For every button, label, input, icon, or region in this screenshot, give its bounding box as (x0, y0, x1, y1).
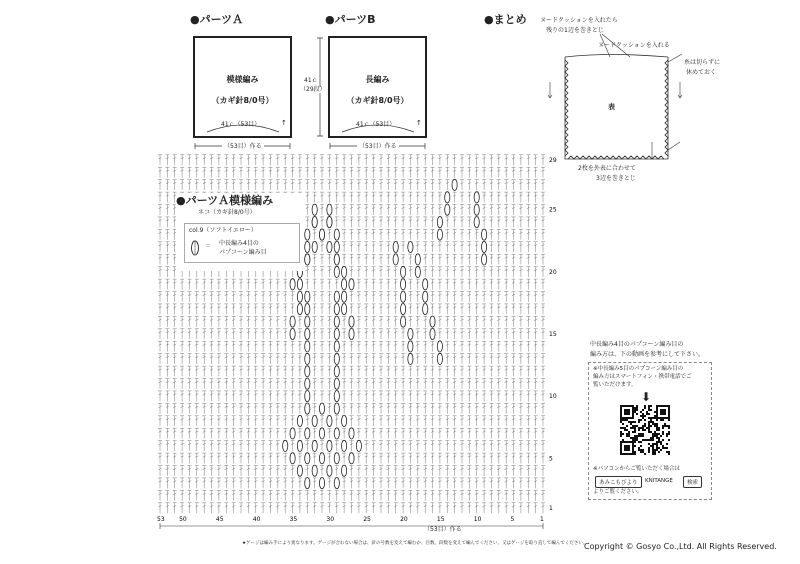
popcorn-stitch (393, 254, 398, 265)
popcorn-stitch (297, 465, 302, 476)
chart-row-label: 29 (549, 157, 557, 164)
popcorn-stitch (342, 415, 347, 426)
popcorn-stitch (334, 266, 339, 277)
popcorn-stitch (334, 254, 339, 265)
popcorn-stitch (334, 328, 339, 339)
part-a-heading: ●パーツＡ (190, 13, 244, 26)
part-a-hook: （カギ針8/0号） (211, 96, 274, 105)
popcorn-stitch (305, 229, 310, 240)
part-b-up-arrow: ↑ (416, 119, 422, 127)
video-note-2: 編み方はスマートフォン・携帯電話でご (593, 374, 692, 380)
popcorn-stitch (290, 316, 295, 327)
popcorn-stitch (430, 328, 435, 339)
popcorn-stitch (305, 316, 310, 327)
popcorn-stitch (401, 279, 406, 290)
popcorn-stitch (312, 465, 317, 476)
chart-row-label: 15 (549, 331, 557, 338)
popcorn-stitch (334, 304, 339, 315)
assembly-note-1a: ヌードクッションを入れたら (540, 17, 618, 24)
popcorn-stitch (445, 192, 450, 203)
part-b-pattern: 長編み (365, 75, 390, 84)
legend-eq: ＝ (205, 243, 212, 250)
popcorn-stitch (290, 428, 295, 439)
popcorn-stitch (334, 316, 339, 327)
popcorn-stitch (408, 328, 413, 339)
chart-legend (176, 193, 304, 271)
search-term-2: KNITANGE (645, 478, 673, 484)
popcorn-stitch (319, 403, 324, 414)
popcorn-stitch (408, 341, 413, 352)
popcorn-stitch (297, 415, 302, 426)
popcorn-stitch (474, 204, 479, 215)
popcorn-stitch (290, 279, 295, 290)
assembly-heading: ●まとめ (484, 13, 527, 26)
popcorn-stitch-icon (190, 239, 200, 257)
chart-row-label: 5 (549, 455, 553, 463)
popcorn-stitch (342, 465, 347, 476)
chart-col-label: 15 (436, 516, 445, 523)
popcorn-stitch (415, 254, 420, 265)
video-note-3: 覧いただけます。 (593, 382, 637, 388)
popcorn-stitch (297, 279, 302, 290)
popcorn-stitch (305, 391, 310, 402)
chart-col-label: 53 (157, 516, 165, 523)
video-box (588, 362, 712, 500)
popcorn-stitch (297, 304, 302, 315)
search-button[interactable]: 検索 (683, 476, 702, 488)
popcorn-stitch (342, 304, 347, 315)
chart-col-label: 25 (363, 516, 371, 523)
popcorn-stitch (334, 403, 339, 414)
popcorn-stitch (290, 328, 295, 339)
popcorn-stitch (342, 279, 347, 290)
chart-cast-on: （53目）作る (424, 526, 462, 533)
popcorn-stitch (437, 229, 442, 240)
assembly-note-3a: 糸は切らずに (684, 59, 721, 66)
popcorn-stitch (297, 291, 302, 302)
popcorn-stitch (482, 241, 487, 252)
popcorn-stitch (349, 428, 354, 439)
popcorn-stitch (334, 353, 339, 364)
popcorn-stitch (342, 291, 347, 302)
chart-col-label: 50 (179, 516, 187, 523)
popcorn-stitch (423, 304, 428, 315)
part-a-cast-on: （53目）作る (224, 143, 262, 150)
popcorn-stitch (408, 241, 413, 252)
assembly-note-1b: 残りの1辺を巻きとじ (546, 27, 604, 34)
popcorn-stitch (334, 378, 339, 389)
legend-yarn: ネコ（カギ針8/0号） (198, 209, 256, 216)
video-title-1: 中長編み4目のパプコーン編み目の (590, 341, 684, 348)
popcorn-stitch (319, 478, 324, 489)
legend-desc-2: パプコーン編み目 (219, 249, 267, 256)
chart-col-label: 5 (510, 516, 515, 523)
popcorn-stitch (312, 440, 317, 451)
popcorn-stitch (356, 440, 361, 451)
popcorn-stitch (319, 453, 324, 464)
popcorn-stitch (482, 254, 487, 265)
video-note-1: ※中長編み5目のパプコーン編み目の (593, 366, 684, 372)
part-a-width: 41ｃ（53目） (221, 121, 261, 128)
assembly-note-2: ヌードクッションを入れる (598, 42, 670, 49)
part-b-cast-on: （53目）作る (359, 143, 397, 150)
part-b-width: 41ｃ（53目） (356, 121, 396, 128)
popcorn-stitch (327, 465, 332, 476)
popcorn-stitch (327, 204, 332, 215)
popcorn-stitch (445, 204, 450, 215)
part-b-heading: ●パーツB (325, 13, 376, 26)
chart-col-label: 35 (289, 516, 298, 523)
assembly-face-label: 表 (608, 103, 615, 111)
popcorn-stitch (334, 391, 339, 402)
chart-row-label: 20 (549, 268, 557, 276)
popcorn-stitch (408, 353, 413, 364)
popcorn-stitch (349, 316, 354, 327)
assembly-note-3b: 休めておく (686, 69, 717, 76)
popcorn-stitch (334, 478, 339, 489)
part-a-pattern: 模様編み (226, 75, 259, 84)
popcorn-stitch (319, 428, 324, 439)
popcorn-stitch (327, 415, 332, 426)
popcorn-stitch (305, 366, 310, 377)
popcorn-stitch (305, 378, 310, 389)
qr-code-icon[interactable] (620, 405, 670, 455)
popcorn-stitch (349, 328, 354, 339)
part-b-height: 41ｃ (304, 77, 318, 84)
popcorn-stitch (342, 266, 347, 277)
popcorn-stitch (334, 341, 339, 352)
popcorn-stitch (319, 229, 324, 240)
popcorn-stitch (334, 291, 339, 302)
chart-col-label: 20 (400, 516, 408, 523)
popcorn-stitch (437, 341, 442, 352)
popcorn-stitch (305, 453, 310, 464)
popcorn-stitch (305, 304, 310, 315)
popcorn-stitch (305, 403, 310, 414)
popcorn-stitch (305, 428, 310, 439)
popcorn-stitch (474, 217, 479, 228)
chart-row-label: 10 (549, 393, 557, 401)
popcorn-stitch (474, 192, 479, 203)
popcorn-stitch (290, 453, 295, 464)
chart-col-label: 10 (473, 516, 482, 523)
popcorn-stitch (334, 428, 339, 439)
popcorn-stitch (423, 279, 428, 290)
popcorn-stitch (401, 304, 406, 315)
legend-desc-1: 中長編み4目の (219, 240, 259, 247)
popcorn-stitch (342, 440, 347, 451)
popcorn-stitch (312, 204, 317, 215)
popcorn-stitch (393, 241, 398, 252)
popcorn-stitch (423, 291, 428, 302)
popcorn-stitch (349, 279, 354, 290)
part-b-hook: （カギ針8/0号） (346, 96, 409, 105)
chart-row-label: 25 (549, 206, 557, 214)
popcorn-stitch (327, 241, 332, 252)
popcorn-stitch (312, 415, 317, 426)
popcorn-stitch (312, 241, 317, 252)
popcorn-stitch (334, 241, 339, 252)
popcorn-stitch (305, 353, 310, 364)
popcorn-stitch (283, 440, 288, 451)
part-b-height-rows: （29段） (300, 86, 326, 93)
assembly-note-4a: 2枚を外表に合わせて (578, 165, 636, 172)
popcorn-stitch (401, 316, 406, 327)
popcorn-stitch (349, 453, 354, 464)
popcorn-stitch (334, 229, 339, 240)
assembly-note-4b: 3辺を巻きとじ (596, 175, 636, 182)
video-pc-note: ※パソコンからご覧いただく場合は (593, 466, 680, 472)
popcorn-stitch (437, 353, 442, 364)
popcorn-stitch (305, 241, 310, 252)
popcorn-stitch (437, 217, 442, 228)
popcorn-stitch (334, 453, 339, 464)
popcorn-stitch (312, 217, 317, 228)
chart-col-label: 40 (252, 516, 261, 523)
chart-col-label: 30 (326, 516, 335, 523)
legend-color: col.9（ソフトイエロー） (189, 227, 257, 234)
popcorn-stitch (305, 341, 310, 352)
popcorn-stitch (334, 366, 339, 377)
gauge-note: ★ゲージは編み手により異なります。ゲージが合わない場合は、針の号数を変えて編むか、目数、段数を変えて編んでください。又はゲージを取り直して編んでください。 (242, 541, 588, 546)
popcorn-stitch (401, 266, 406, 277)
legend-box (184, 223, 300, 263)
popcorn-stitch (305, 254, 310, 265)
video-pc-note-2: よりご覧ください。 (593, 489, 643, 495)
video-title-2: 編み方は、下の動画を参考にして下さい。 (590, 351, 705, 358)
popcorn-stitch (327, 440, 332, 451)
copyright: Copyright © Gosyo Co.,Ltd. All Rights Reserved. (584, 542, 777, 551)
chart-col-label: 45 (215, 516, 224, 523)
popcorn-stitch (452, 179, 457, 190)
chart-cast-on-line (160, 523, 543, 529)
popcorn-stitch (430, 316, 435, 327)
arrow-down-icon: ⬇ (641, 390, 652, 404)
popcorn-stitch (305, 478, 310, 489)
popcorn-stitch (297, 440, 302, 451)
chart-col-label: 1 (540, 516, 544, 523)
popcorn-stitch (415, 266, 420, 277)
popcorn-stitch (305, 291, 310, 302)
popcorn-stitch (327, 217, 332, 228)
chart-row-label: 1 (549, 505, 553, 512)
popcorn-stitch (305, 328, 310, 339)
search-term-1[interactable]: あみこもびより (595, 476, 642, 488)
legend-title: ●パーツＡ模様編み (176, 194, 274, 207)
popcorn-stitch (482, 229, 487, 240)
part-a-up-arrow: ↑ (281, 119, 287, 127)
chart-popcorn-stitches (283, 179, 487, 488)
popcorn-stitch (401, 291, 406, 302)
